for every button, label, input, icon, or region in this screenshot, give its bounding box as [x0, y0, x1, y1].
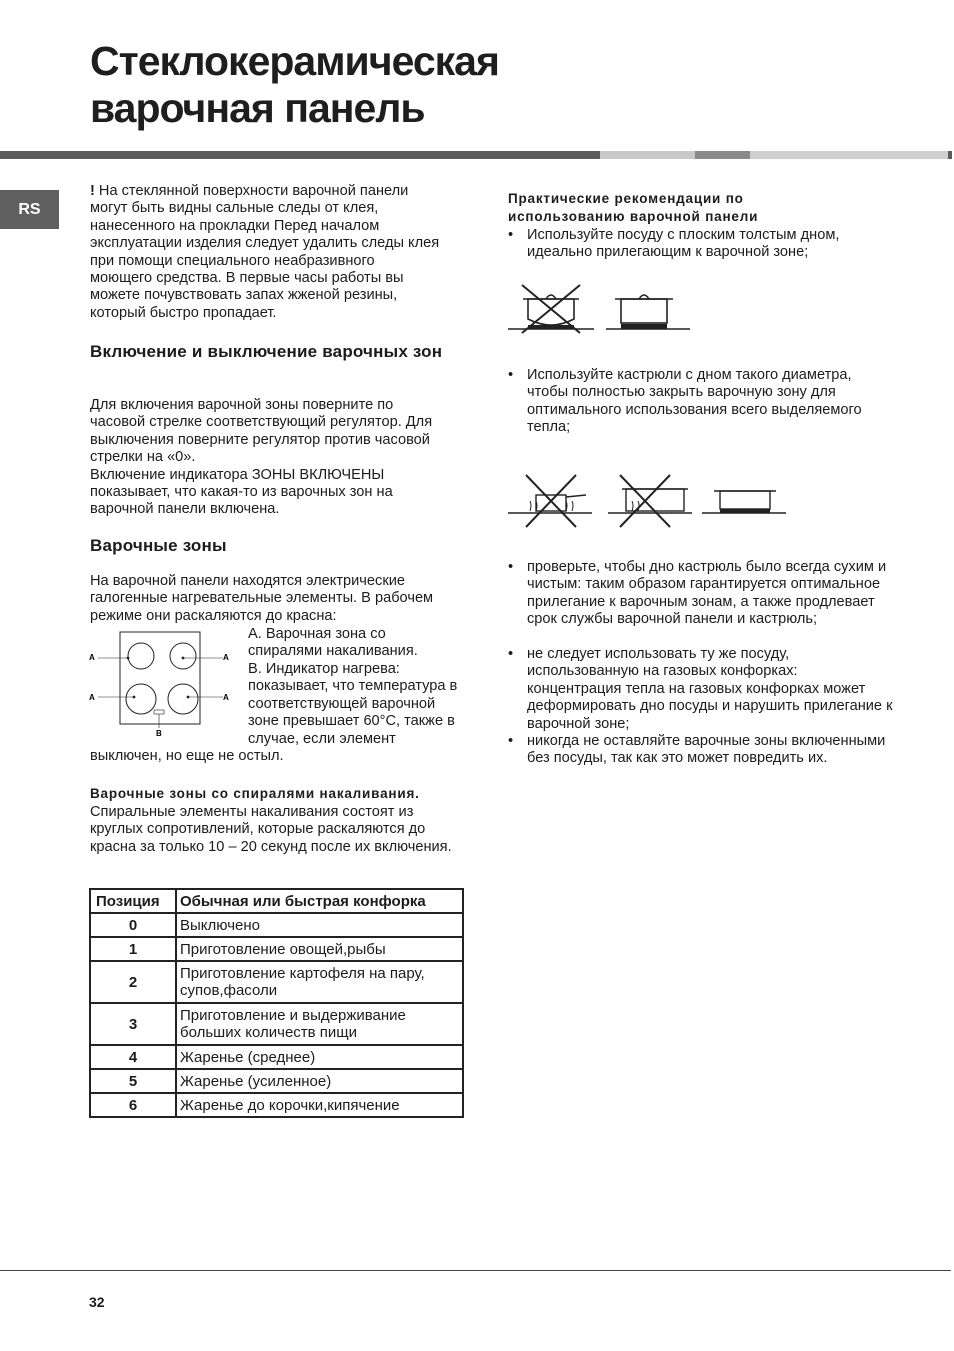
label-a-br: A — [223, 693, 229, 702]
page-title — [90, 38, 790, 132]
correct-pan-diameter — [702, 491, 786, 513]
crossed-pan-too-small — [508, 475, 592, 527]
pan-diameter-illustration — [508, 473, 788, 528]
bullet-mark: • — [508, 733, 514, 749]
table-row — [90, 1003, 463, 1045]
page-number: 32 — [89, 1294, 105, 1310]
switching-paragraph-1: Для включения варочной зоны поверните по часовой стрелке соответствующий регулятор. Для выключения поверните регулятор против часовой стрелки на «0». — [90, 397, 433, 466]
list-item — [508, 646, 893, 733]
spiral-zones-text: Спиральные элементы накаливания состоят из круглых сопротивлений, которые раскаляются до красна за только 10 – 20 секунд после их включения. — [90, 804, 452, 855]
bullet-text: никогда не оставляйте варочные зоны включенными без посуды, так как это может повредить их. — [527, 733, 886, 767]
label-a-tl: A — [89, 653, 95, 662]
legend-a: A. Варочная зона со спиралями накаливания. — [248, 626, 418, 660]
notice-first: На стеклянной поверхности варочной панели — [94, 183, 409, 199]
notice-paragraph — [90, 183, 440, 322]
leader-dot-tr — [182, 657, 185, 660]
table-cell-position: 1 — [90, 937, 176, 961]
header-bar-mid — [695, 151, 750, 159]
table-row — [90, 961, 463, 1003]
small-pan-body — [536, 495, 566, 511]
zone-bottom-right — [168, 684, 198, 714]
section-zones-intro: На варочной панели находятся электрические галогенные нагревательные элементы. В рабочем режиме они раскаляются до красна: — [90, 573, 434, 624]
table-cell-description: Жаренье (среднее) — [176, 1045, 463, 1069]
table-cell-position: 5 — [90, 1069, 176, 1093]
section-zones-title: Варочные зоны — [90, 536, 227, 555]
bullet-mark: • — [508, 559, 514, 575]
list-item — [508, 227, 893, 262]
large-pan-body — [626, 489, 684, 511]
table-row — [90, 913, 463, 937]
zone-bottom-left — [126, 684, 156, 714]
bullet-text: Используйте кастрюли с дном такого диаметра, чтобы полностью закрыть варочную зону для оптимального использования всего выделяемого тепла; — [527, 367, 862, 436]
list-item — [508, 367, 893, 437]
label-b: B — [156, 729, 162, 738]
table-row — [90, 1093, 463, 1117]
table-cell-description: Приготовление и выдерживание больших количеств пищи — [176, 1003, 463, 1045]
recommendations-title: Практические рекомендации по использованию варочной панели — [508, 191, 759, 224]
notice-mark: ! — [90, 183, 95, 199]
legend-b: B. Индикатор нагрева: показывает, что температура в соответствующей варочной зоне превышает 60°C, также в случае, если элемент — [248, 661, 458, 747]
cooktop-zones-diagram — [88, 630, 248, 740]
bullet-mark: • — [508, 227, 514, 243]
table-cell-description: Приготовление овощей,рыбы — [176, 937, 463, 961]
legend-b-end: выключен, но еще не остыл. — [90, 748, 284, 764]
bullet-text: Используйте посуду с плоским толстым дном, идеально прилегающим к варочной зоне; — [527, 227, 840, 261]
table-header-row — [90, 889, 463, 913]
language-tab: RS — [0, 190, 59, 229]
table-row — [90, 937, 463, 961]
list-item — [508, 733, 893, 768]
table-cell-description: Приготовление картофеля на пару, супов,фасоли — [176, 961, 463, 1003]
header-bar-dark — [0, 151, 600, 159]
header-bar-light — [600, 151, 695, 159]
table-cell-description: Жаренье до корочки,кипячение — [176, 1093, 463, 1117]
switching-paragraph-2: Включение индикатора ЗОНЫ ВКЛЮЧЕНЫ показывает, что какая-то из варочных зон на варочной панели включена. — [90, 466, 393, 518]
leader-dot-br — [187, 696, 190, 699]
notice-rest: могут быть видны сальные следы от клея, нанесенного на прокладки Перед началом эксплуатации изделия следует удалить следы клея при помощи специального неабразивного моющего средства. В первые часы работы вы можете почувствовать запах жженой резины, который быстро пропадает. — [90, 200, 440, 321]
heat-indicator-mark — [154, 710, 164, 714]
leader-dot-tl — [127, 657, 130, 660]
small-pan-handle — [566, 495, 586, 497]
zone-top-left — [128, 643, 154, 669]
footer-divider — [0, 1270, 951, 1271]
leader-dot-bl — [133, 696, 136, 699]
spiral-zones-title: Варочные зоны со спиралями накаливания. — [90, 786, 420, 801]
table-cell-description: Жаренье (усиленное) — [176, 1069, 463, 1093]
table-row — [90, 1045, 463, 1069]
right-pan-body — [720, 491, 770, 509]
crossed-pan-too-large — [608, 475, 692, 527]
section-switching-title: Включение и выключение варочных зон — [90, 342, 443, 361]
header-bar-light-2 — [750, 151, 948, 159]
table-row — [90, 1069, 463, 1093]
table-cell-position: 3 — [90, 1003, 176, 1045]
title-line-2: варочная панель — [90, 85, 425, 131]
positions-table — [89, 888, 464, 1118]
table-cell-description: Выключено — [176, 913, 463, 937]
header-bar-end — [948, 151, 952, 159]
label-a-bl: A — [89, 693, 95, 702]
table-header-burner: Обычная или быстрая конфорка — [176, 889, 463, 913]
flat-pan-body — [621, 299, 667, 323]
bullet-mark: • — [508, 367, 514, 383]
bullet-mark: • — [508, 646, 514, 662]
right-pan-zone — [720, 509, 770, 513]
bullet-text: проверьте, чтобы дно кастрюль было всегда сухим и чистым: таким образом гарантируется оптимальное прилегание к варочным зонам, а также продлевает срок службы варочной панели и кастрюль; — [527, 559, 887, 628]
table-cell-position: 6 — [90, 1093, 176, 1117]
pan-flat-bottom-illustration — [508, 283, 693, 335]
list-item — [508, 559, 893, 629]
section-switching-text — [90, 397, 435, 519]
label-a-tr: A — [223, 653, 229, 662]
bullet-text: не следует использовать ту же посуду, использованную на газовых конфорках: концентрация тепла на газовых конфорках может деформировать дно посуды и нарушить прилегание к варочной зоне; — [527, 646, 893, 732]
flat-pan-zone — [621, 324, 667, 329]
table-header-position: Позиция — [90, 889, 176, 913]
correct-pan-flat-bottom — [606, 295, 690, 329]
table-cell-position: 0 — [90, 913, 176, 937]
crossed-pan-warped-bottom — [508, 285, 594, 333]
table-cell-position: 4 — [90, 1045, 176, 1069]
title-line-1: Стеклокерамическая — [90, 38, 499, 84]
warped-pan-zone — [528, 325, 574, 329]
zone-top-right — [170, 643, 196, 669]
table-cell-position: 2 — [90, 961, 176, 1003]
